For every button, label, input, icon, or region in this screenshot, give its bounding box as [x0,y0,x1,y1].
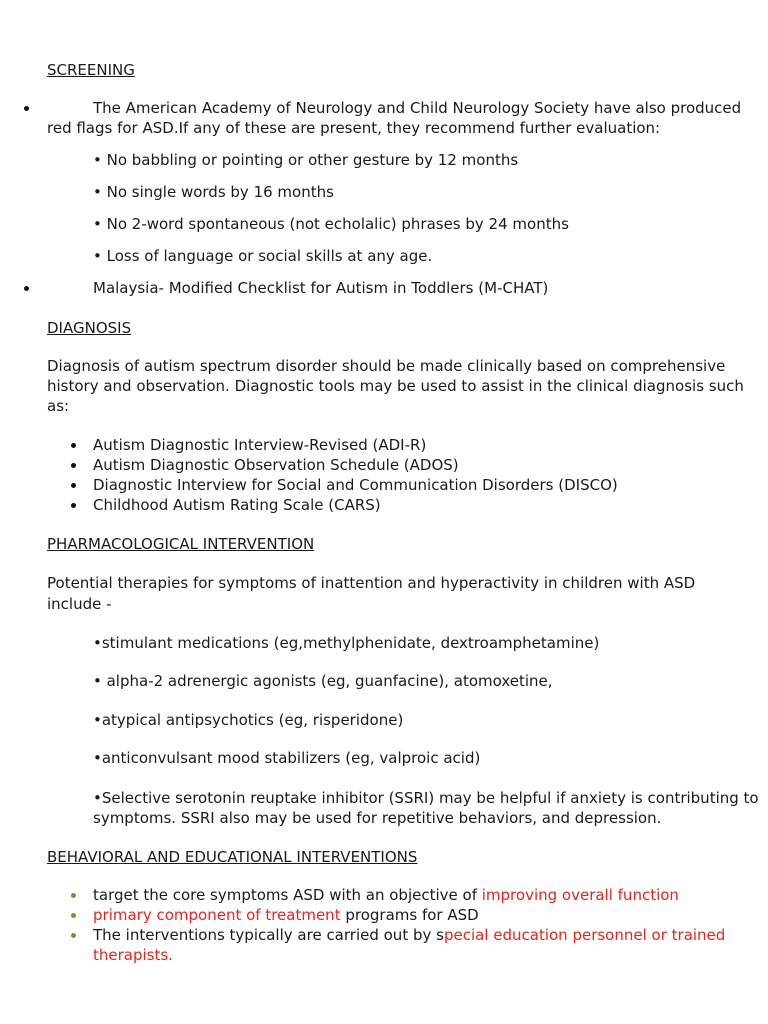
bullet-icon [71,893,76,898]
diagnosis-paragraph-line: history and observation. Diagnostic tools may be used to assist in the clinical diagnosis such [47,377,744,395]
diagnosis-heading: DIAGNOSIS [47,319,132,337]
bullet-icon [24,106,29,111]
red-flag-item: • Loss of language or social skills at any age. [93,247,433,265]
behavioral-item-3-text: The interventions typically are carried out by s [93,926,444,944]
therapy-item: •anticonvulsant mood stabilizers (eg, valproic acid) [93,749,481,767]
diagnostic-tool-item: Autism Diagnostic Observation Schedule (ADOS) [93,456,459,474]
screening-heading: SCREENING [47,61,135,79]
ssri-line1: •Selective serotonin reuptake inhibitor (SSRI) may be helpful if anxiety is contributing to [93,789,759,807]
pharma-heading: PHARMACOLOGICAL INTERVENTION [47,535,315,553]
behavioral-item-1 [93,885,679,905]
bullet-icon [24,286,29,291]
diagnostic-tool-item: Diagnostic Interview for Social and Communication Disorders (DISCO) [93,476,618,494]
therapy-item: •atypical antipsychotics (eg, risperidone) [93,711,404,729]
red-flag-item: • No single words by 16 months [93,183,334,201]
screening-bullet1-line2: red flags for ASD.If any of these are present, they recommend further evaluation: [47,119,661,137]
bullet-icon [71,913,76,918]
diagnosis-paragraph-line: Diagnosis of autism spectrum disorder should be made clinically based on comprehensive [47,357,726,375]
behavioral-item-1-text: target the core symptoms ASD with an objective of [93,886,482,904]
bullet-icon [71,443,76,448]
behavioral-item-2 [93,905,479,925]
therapy-item: •stimulant medications (eg,methylphenidate, dextroamphetamine) [93,634,600,652]
diagnosis-paragraph-line: as: [47,397,70,415]
behavioral-item-2-text: programs for ASD [340,906,479,924]
behavioral-item-1-highlight: improving overall function [481,886,679,904]
behavioral-item-3 [93,925,725,945]
behavioral-item-3-highlight: pecial education personnel or trained [443,926,726,944]
diagnostic-tool-item: Childhood Autism Rating Scale (CARS) [93,496,381,514]
pharma-paragraph-line: include - [47,595,112,613]
bullet-icon [71,933,76,938]
behavioral-heading: BEHAVIORAL AND EDUCATIONAL INTERVENTIONS [47,848,418,866]
behavioral-item-3-highlight-line2: therapists. [93,946,173,964]
red-flag-item: • No babbling or pointing or other gesture by 12 months [93,151,519,169]
behavioral-item-2-highlight: primary component of treatment [93,906,341,924]
ssri-line2: symptoms. SSRI also may be used for repetitive behaviors, and depression. [93,809,662,827]
bullet-icon [71,463,76,468]
bullet-icon [71,503,76,508]
pharma-paragraph-line: Potential therapies for symptoms of inattention and hyperactivity in children with ASD [47,574,696,592]
therapy-item: • alpha-2 adrenergic agonists (eg, guanfacine), atomoxetine, [93,672,553,690]
bullet-icon [71,483,76,488]
screening-bullet2: Malaysia- Modified Checklist for Autism in Toddlers (M-CHAT) [93,279,549,297]
diagnostic-tool-item: Autism Diagnostic Interview-Revised (ADI-R) [93,436,427,454]
screening-bullet1-line1: The American Academy of Neurology and Child Neurology Society have also produced [93,99,742,117]
red-flag-item: • No 2-word spontaneous (not echolalic) phrases by 24 months [93,215,569,233]
